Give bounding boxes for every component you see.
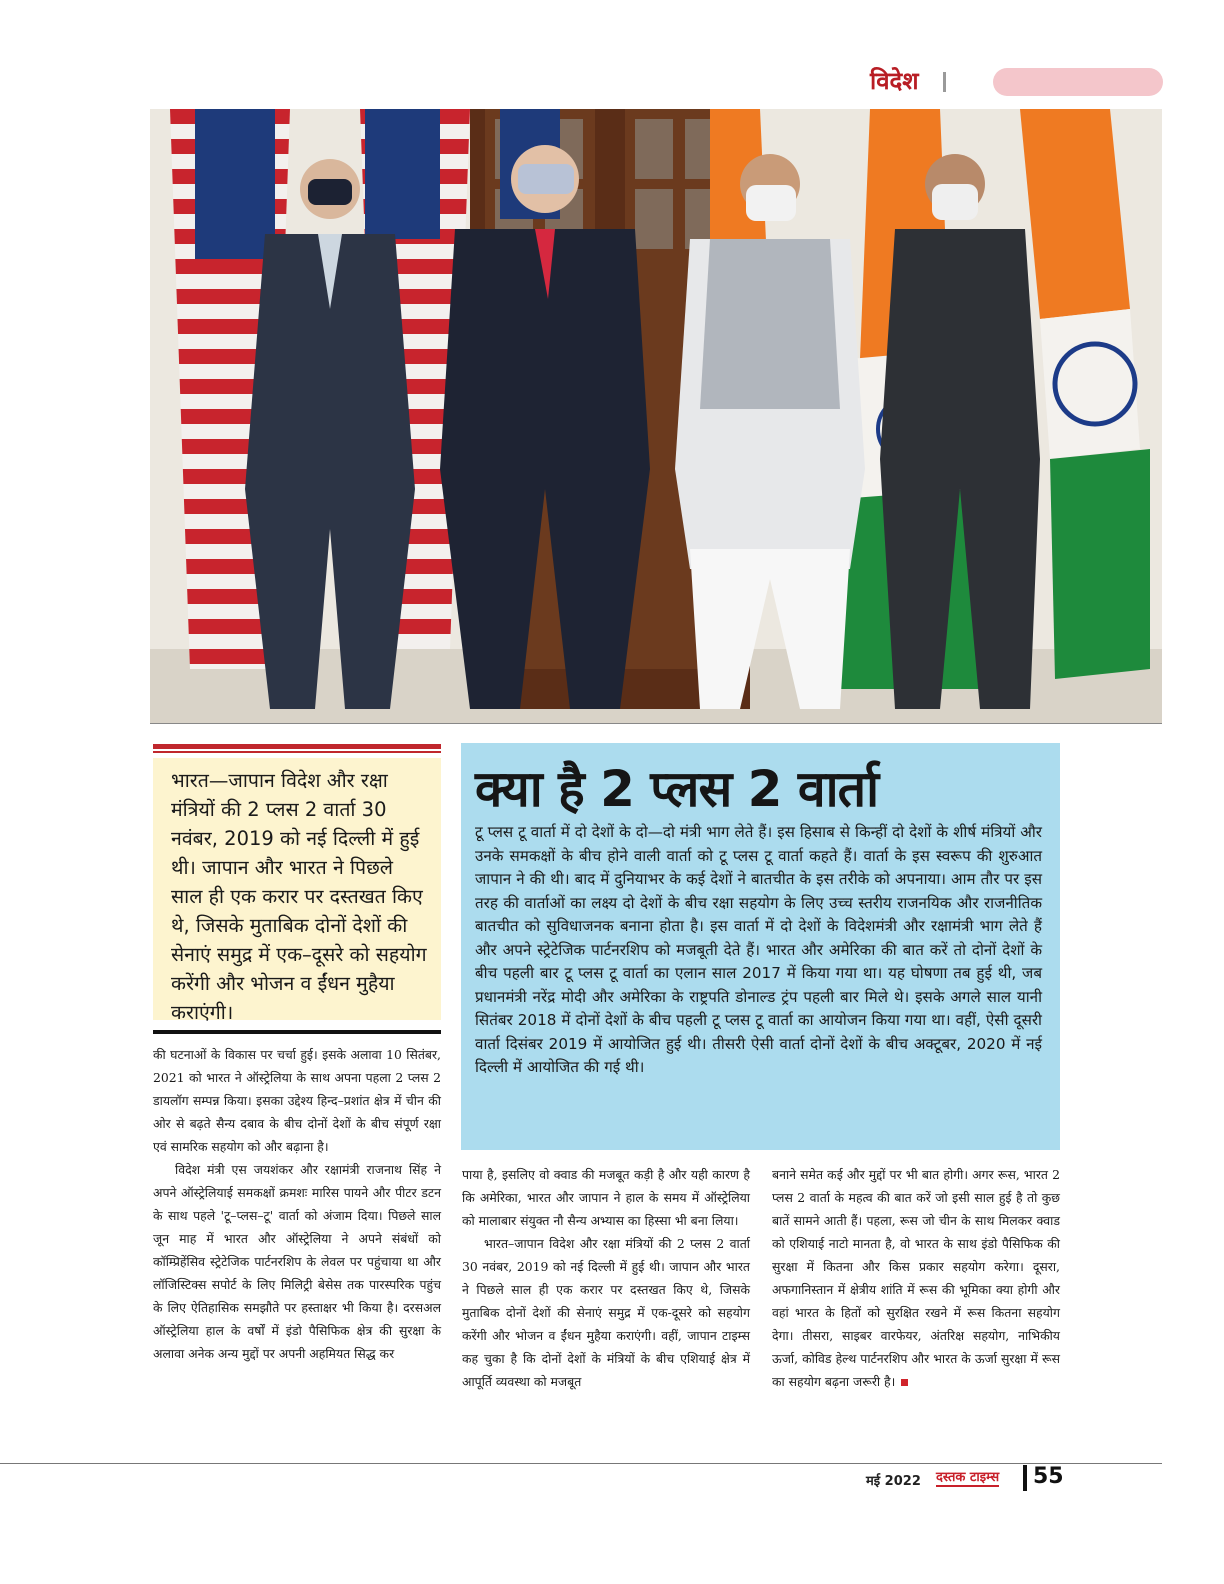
paragraph bbox=[772, 1163, 1060, 1393]
paragraph: की घटनाओं के विकास पर चर्चा हुई। इसके अलावा 10 सितंबर, 2021 को भारत ने ऑस्ट्रेलिया के साथ अपना पहला 2 प्लस 2 डायलॉग सम्पन्न किया। इसका उद्देश्य हिन्द–प्रशांत क्षेत्र में चीन की ओर से बढ़ते सैन्य दबाव के बीच दोनों देशों के बीच संपूर्ण रक्षा एवं सामरिक सहयोग को और बढ़ाना है। bbox=[153, 1047, 441, 1154]
section-label: विदेश bbox=[870, 67, 919, 95]
news-photo bbox=[150, 109, 1162, 724]
explainer-title: क्या है 2 प्लस 2 वार्ता bbox=[475, 760, 879, 818]
footer-rule bbox=[0, 1463, 1162, 1464]
footer-divider bbox=[1023, 1465, 1027, 1491]
end-mark-icon bbox=[901, 1379, 908, 1386]
section-divider bbox=[943, 72, 946, 92]
paragraph: भारत–जापान विदेश और रक्षा मंत्रियों की 2 प्लस 2 वार्ता 30 नवंबर, 2019 को नई दिल्ली में हुई थी। जापान और भारत ने पिछले साल ही एक करार पर दस्तखत किए थे, जिसके मुताबिक दोनों देशों की सेनाएं समुद्र में एक-दूसरे को सहयोग करेंगी और भोजन व ईंधन मुहैया कराएंगी। वहीं, जापान टाइम्स कह चुका है कि दोनों देशों के मंत्रियों के बीच एशियाई क्षेत्र में आपूर्ति व्यवस्था को मजबूत bbox=[462, 1236, 750, 1389]
article-column-2 bbox=[462, 1163, 750, 1393]
sidebar-bottom-rule bbox=[153, 1030, 441, 1034]
sidebar-rule bbox=[153, 744, 441, 749]
page-number: 55 bbox=[1033, 1464, 1064, 1489]
paragraph-text: बनाने समेत कई और मुद्दों पर भी बात होगी। अगर रूस, भारत 2 प्लस 2 वार्ता के महत्व की बात करें जो इसी साल हुई है तो कुछ बातें सामने आती हैं। पहला, रूस जो चीन के साथ मिलकर क्वाड को एशियाई नाटो मानता है, वो भारत के साथ इंडो पैसिफिक की सुरक्षा में कितना और किस प्रकार सहयोग करेगा। दूसरा, अफगानिस्तान में क्षेत्रीय शांति में रूस की भूमिका क्या होगी और वहां भारत के हितों को सुरक्षित रखने में रूस कितना सहयोग देगा। तीसरा, साइबर वारफेयर, अंतरिक्ष सहयोग, नाभिकीय ऊर्जा, कोविड हेल्थ पार्टनरशिप और भारत के ऊर्जा सुरक्षा में रूस का सहयोग बढ़ना जरूरी है। bbox=[772, 1167, 1060, 1389]
paragraph: विदेश मंत्री एस जयशंकर और रक्षामंत्री राजनाथ सिंह ने अपने ऑस्ट्रेलियाई समकक्षों क्रमशः मारिस पायने और पीटर डटन के साथ पहले 'टू–प्लस–टू' वार्ता को अंजाम दिया। पिछले साल जून माह में भारत और ऑस्ट्रेलिया ने अपने संबंधों को कॉम्प्रिहेंसिव स्ट्रेटेजिक पार्टनरशिप के लेवल पर पहुंचाया था और लॉजिस्टिक्स सपोर्ट के लिए मिलिट्री बेसेस तक पारस्परिक पहुंच के लिए ऐतिहासिक समझौते पर हस्ताक्षर भी किया है। दरसअल ऑस्ट्रेलिया हाल के वर्षों में इंडो पैसिफिक क्षेत्र की सुरक्षा के अलावा अनेक अन्य मुद्दों पर अपनी अहमियत सिद्ध कर bbox=[153, 1162, 441, 1361]
sidebar-text: भारत—जापान विदेश और रक्षा मंत्रियों की 2 प्लस 2 वार्ता 30 नवंबर, 2019 को नई दिल्ली में हुई थी। जापान और भारत ने पिछले साल ही एक करार पर दस्तखत किए थे, जिसके मुताबिक दोनों देशों की सेनाएं समुद्र में एक–दूसरे को सहयोग करेंगी और भोजन व ईंधन मुहैया कराएंगी। bbox=[171, 769, 427, 1024]
article-column-1 bbox=[153, 1043, 441, 1365]
paragraph: पाया है, इसलिए वो क्वाड की मजबूत कड़ी है और यही कारण है कि अमेरिका, भारत और जापान ने हाल के समय में ऑस्ट्रेलिया को मालाबार संयुक्त नौ सैन्य अभ्यास का हिस्सा भी बना लिया। bbox=[462, 1167, 750, 1228]
explainer-body: टू प्लस टू वार्ता में दो देशों के दो—दो मंत्री भाग लेते हैं। इस हिसाब से किन्हीं दो देशों के शीर्ष मंत्रियों और उनके समकक्षों के बीच होने वाली वार्ता को टू प्लस टू वार्ता कहते हैं। वार्ता के इस स्वरूप की शुरुआत जापान ने की थी। बाद में दुनियाभर के कई देशों ने बातचीत के इस तरीके को अपनाया। आम तौर पर इस तरह की वार्ताओं का लक्ष्य दो देशों के बीच रक्षा सहयोग के लिए उच्च स्तरीय राजनयिक और राजनीतिक बातचीत को सुविधाजनक बनाना होता है। इस वार्ता में दो देशों के विदेशमंत्री और रक्षामंत्री भाग लेते हैं और अपने स्ट्रेटेजिक पार्टनरशिप को मजबूती देते हैं। भारत और अमेरिका की बात करें तो दोनों देशों के बीच पहली बार टू प्लस टू वार्ता का एलान साल 2017 में किया गया था। यह घोषणा तब हुई थी, जब प्रधानमंत्री नरेंद्र मोदी और अमेरिका के राष्ट्रपति डोनाल्ड ट्रंप पहली बार मिले थे। इसके अगले साल यानी सितंबर 2018 में दोनों देशों के बीच पहली टू प्लस टू वार्ता का आयोजन किया गया था। वहीं, ऐसी दूसरी वार्ता दिसंबर 2019 में आयोजित हुई थी। तीसरी ऐसी वार्ता दोनों देशों के बीच अक्टूबर, 2020 में नई दिल्ली में आयोजित की गई थी। bbox=[475, 823, 1042, 1076]
issue-date: मई 2022 bbox=[866, 1474, 921, 1489]
sidebar-highlight bbox=[153, 758, 441, 1024]
section-pill bbox=[993, 68, 1163, 96]
explainer-box bbox=[461, 743, 1060, 1150]
article-column-3 bbox=[772, 1163, 1060, 1393]
magazine-logo: दस्तक टाइम्स bbox=[936, 1470, 1000, 1485]
sidebar-rule bbox=[153, 751, 441, 753]
